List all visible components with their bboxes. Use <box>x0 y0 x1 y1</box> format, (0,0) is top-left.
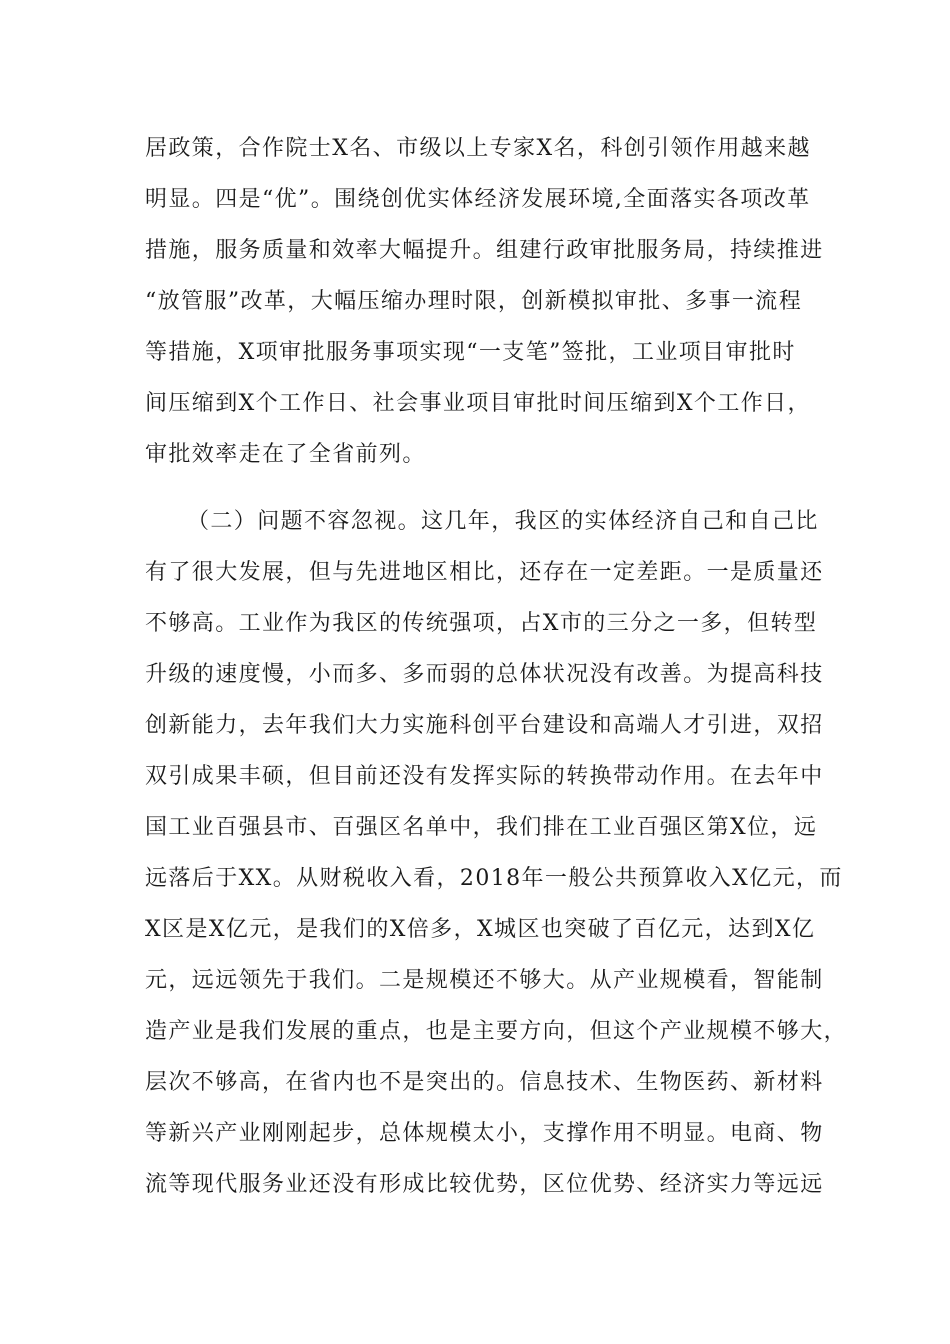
paragraph-2-line-11: 造产业是我们发展的重点，也是主要方向，但这个产业规模不够大， <box>145 1019 848 1044</box>
paragraph-1-line-6: 间压缩到X个工作日、社会事业项目审批时间压缩到X个工作日， <box>145 391 811 416</box>
paragraph-1-line-4: “放管服”改革，大幅压缩办理时限，创新模拟审批、多事一流程 <box>145 289 803 314</box>
paragraph-1-line-5: 等措施，X项审批服务事项实现“一支笔”签批，工业项目审批时 <box>145 340 796 365</box>
paragraph-2-line-4: 升级的速度慢，小而多、多而弱的总体状况没有改善。为提高科技 <box>145 662 824 687</box>
paragraph-2-line-13: 等新兴产业刚刚起步，总体规模太小，支撑作用不明显。电商、物 <box>145 1121 824 1146</box>
paragraph-2-line-12: 层次不够高，在省内也不是突出的。信息技术、生物医药、新材料 <box>145 1070 824 1095</box>
paragraph-2-line-7: 国工业百强县市、百强区名单中，我们排在工业百强区第X位，远 <box>145 815 818 840</box>
paragraph-2-line-6: 双引成果丰硕，但目前还没有发挥实际的转换带动作用。在去年中 <box>145 764 824 789</box>
paragraph-1-line-3: 措施，服务质量和效率大幅提升。组建行政审批服务局，持续推进 <box>145 238 824 263</box>
paragraph-2-line-8: 远落后于XX。从财税收入看，2018年一般公共预算收入X亿元，而 <box>145 866 843 891</box>
paragraph-1-line-2: 明显。四是“优”。围绕创优实体经济发展环境,全面落实各项改革 <box>145 187 811 212</box>
paragraph-2-line-10: 元，远远领先于我们。二是规模还不够大。从产业规模看，智能制 <box>145 968 824 993</box>
paragraph-2-line-9: X区是X亿元，是我们的X倍多，X城区也突破了百亿元，达到X亿 <box>145 917 816 942</box>
paragraph-2-line-3: 不够高。工业作为我区的传统强项，占X市的三分之一多，但转型 <box>145 611 818 636</box>
paragraph-1-line-7: 审批效率走在了全省前列。 <box>145 442 426 467</box>
paragraph-1-line-1: 居政策，合作院士X名、市级以上专家X名，科创引领作用越来越 <box>145 136 811 161</box>
paragraph-2-line-1: （二）问题不容忽视。这几年，我区的实体经济自己和自己比 <box>187 509 819 534</box>
paragraph-2-line-5: 创新能力，去年我们大力实施科创平台建设和高端人才引进，双招 <box>145 713 824 738</box>
paragraph-2-line-2: 有了很大发展，但与先进地区相比，还存在一定差距。一是质量还 <box>145 560 824 585</box>
paragraph-2-line-14: 流等现代服务业还没有形成比较优势，区位优势、经济实力等远远 <box>145 1172 824 1197</box>
